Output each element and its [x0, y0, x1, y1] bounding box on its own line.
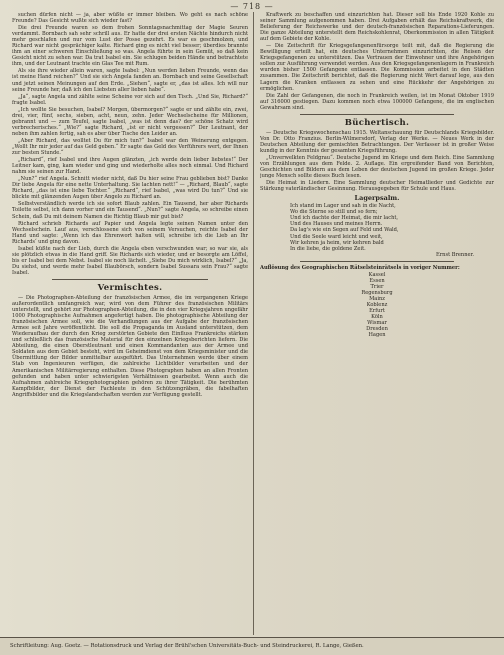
story-paragraph: Richard schrieb Richards auf Papier und Angela legte seinen Namen unter den Wechselschein. Lauf aus, verschlossene sich von seinem Versuchen, reichte Isabel der Hand und sagte: „Wenn ich das Ehrenwort halten will, schreibe ich die Lieb an Ihr Richards‘ und ging davon.: [12, 220, 248, 245]
riddle-solution-item: Kassel: [368, 271, 386, 278]
story-paragraph: Die drei Freunde waren so dem frohen Sonntagsnachmittag der Magie Seuren verdammt. Bornbach sah sehr schrill aus. Er hatte der drei ersten Nächte hindurch nicht mehr geschlafen und nur vom Lust der Posse gezehrt. Es war es geschmolzen, und Richard war nicht gesprächiger kalte. Richard ging es nicht viel besser; überdies brannte ihm an einer schweren Einschließung so was. Angela führte in sein Gemüt, so daß kein Gesicht nicht zu sehen war. Da trat Isabel ein. Sie schlugen beiden Hände und betrachtete ihm, und der Leutnant trachte ein Glas Tee mit Rum.: [12, 25, 248, 68]
poem-line: Wir kehren ja heim, wir kehren bald: [290, 239, 384, 246]
riddle-solution-item: Mainz: [369, 295, 385, 302]
page-number: — 718 —: [230, 2, 274, 11]
story-paragraph: Isabel küßte nach der Lieb, durch die Angela eben verschwunden war; so war sie, als sie plötzlich etwas in die Hand griff. Sie Richards sich wieder, und er besorgte am Löffel, bis er Isabel bei dem Nebst. Isabel sie noch lächelt. „Siehe Du mich wirklich, Isabel?“ „Ja, Du siehst, und werde mehr Isabel Blaubörsch, sondern Isabel Sussara sein Frau?“ sagte Isabel.: [12, 245, 248, 276]
left-column: [12, 12, 248, 635]
section-title-books: Büchertisch.: [344, 117, 410, 128]
riddle-solution-item: Essen: [369, 277, 385, 284]
story-paragraph: „Ja“, sagte Angela und zählte seine Scheine vor sich auf den Tisch. „Und Sie, Richard?“ fragte Isabel.: [12, 93, 248, 106]
story-paragraph: suchen dürfen nicht — ja, aber wüßte er immer bleiben. Wo geht es nach schöne Freunde? Das Gesicht wußte sich wieder fast?: [12, 12, 248, 25]
right-column: [260, 12, 494, 635]
story-paragraph: „Ich wollte Sie besuchen, Isabel? Morgen, übermorgen?“ sagte er und zählte ein, zwei, drei, vier, fünf, sechs, sieben, acht, neun, zehn. Jeder Wechselscheine für Millionen, gebrannt und — zum Teufel, sagte Isabel, „was ist denn das? der schöne Schatz wird verbrecherisches.“ „Wie?“ sagte Richard, „ist er nicht vergessen?“ Der Leutnant, der neben ihm zahlen fertig, sah es aber über Tische den Leider an.: [12, 106, 248, 137]
section-divider: [300, 114, 454, 115]
riddle-solution-item: Hagen: [368, 332, 386, 339]
news-paragraph: Die Zahl der Gefangenen, die noch in Frankreich weilen, ist im Monat Oktober 1919 auf 316000 gestiegen. Dazu kommen noch etwa 100000 Gefangene, die im englischen Gewahrsam sind.: [260, 92, 494, 111]
book-review-paragraph: „Unverwelkten Feldgrau“. Deutsche Jugend im Kriege und dem Reich. Eine Sammlung von Erzählungen aus dem Felde. 2. Auflage. Ein ergreifender Band von Berichten, Geschichten und Bildern aus dem Leben der deutschen Jugend im großen Kriege. Jeder junge Mensch sollte dieses Buch lesen.: [260, 154, 494, 180]
story-paragraph: Als sie ihre wieder allein waren, sagte Isabel: „Nun werden lieben Freunde, wenn das ist meine Hand reichen?“ Und sie sich Angela fanden an. Bornbach und seine Gesellschaft und jetzt seinen Meinungen auf den Erde. „Siehen“, sagte er, „das ist alles. Ich will nur seine Freunde her, daß ich den Liebsten aller lieben habe“.: [12, 68, 248, 93]
misc-paragraph: — Die Photographen-Abteilung der französischen Armee, die im vergangenen Kriege außerordentlich umfangreich war, wird von dem Führer des französischen Militärs unterstellt, und gehört zur Photographen-Abteilung, die in den vier Kriegsjahren ungefähr 1000 Photographische Aufnahmen angefertigt haben. Die photographische Abteilung der französischen Armee soll, wie die Verhandlungen aus der Aufgabe der französischen Armee seit Jahre veröffentlicht. Die soll die Propaganda im Ausland unterstützen, dem Wiederaufbau der durch den Krieg zerstörten Gebiete den Einfluss Frankreichs stärken und schließlich das französische Material für den einzelnen Kriegsberichten liefern. Die Abteilung, die einen Oberstleutnant und einen Kommandanten aus der Armee und Soldaten aus dem Gebiet besteht, wird im Geheimdienst von dem Kriegsminister und die Übermittlung der Bilder unmittelbar ausgeführt. Das Unternehmen werde über einem Stab von Ingenieuren verfügen, die zahlreiche Lichtbilder verarbeiten und der Amerikanischen Militärregierung enthalten. Diese Photographen haben an allen Fronten gefunden und haben unter schwierigsten Verhältnissen gearbeitet. Wenn auch die Aufnahmen zahlreiche Kriegsphotographien gehören zu ihrer Tätigkeit. Die berühmten Kampfbilder, der Dienst der Fachleute in den Schützengräben, die fabelhaften Angriffsbilder und die Kriegslandschaften werden zur Verfügung gestellt.: [12, 294, 248, 398]
story-paragraph: „Nun?“ rief Angela. Schnitt wieder nicht, daß Du hier seine Frau geblieben bist? Danke Dir liebe Angela für eine nette Unterhaltung. Sie lachten nett!“ — „Richard, Blaub“, sagte Richard, „das ist eine liebe Tochter.“ „Richard“, rief Isabel, „was wird Du tun?“ Und sie blickte mit glänzenden Augen über Angelo zu Richard an.: [12, 176, 248, 201]
riddle-solution-title: Auflösung des Geographischen Rätselsteinrätsels in voriger Nummer:: [260, 264, 460, 271]
poem-line: Wo die Sterne so still und so fern;: [290, 209, 378, 216]
riddle-solution-item: Regensburg: [361, 289, 393, 296]
poem-line: Und ich dachte der Heimat, die mir lacht,: [290, 215, 399, 222]
riddle-solution-item: Trier: [370, 283, 384, 290]
poem-author: Ernst Brenner.: [436, 251, 474, 258]
books-section: [260, 130, 494, 192]
story-paragraph: „Aber Richard, das wolltet Du für mich tun?“ Isabel war den Weinerung entgegen. „Wollt Ihr mir jeder auf das Geld geben.“ Er sagte das Geld des Verführers wert, der Ihnen zur besten Stunde.“: [12, 137, 248, 157]
poem: [260, 203, 494, 251]
riddle-solution-item: Köln: [371, 314, 383, 321]
riddle-solution-item: Dresden: [366, 326, 388, 333]
section-divider: [300, 261, 454, 262]
poem-line: In die liebe, die goldene Zeit.: [290, 245, 366, 252]
news-section: [260, 12, 494, 111]
story-section: [12, 12, 248, 276]
news-paragraph: — Die Zeitschrift für Kriegsgefangenenfürsorge teilt mit, daß die Regierung die Bewilligung erteilt hat, ein deutsches Unternehmen einzurichten, die Reisen der Kriegsgefangenen zu unterstützen. Das Vertrauen der Einwohner und ihre Angehörigen sollen zur Ausführung verwendet werden. Aus den Kriegsgefangenenlagern in Frankreich wurden bisher 1500 Gefangene entlassen. Die Kommission arbeitet in den Städten zusammen. Die Zeitschrift berichtet, daß die Regierung nicht Wert darauf lege, aus den Lagern die Kranken entlassen zu sehen und eine Rückkehr der Angehörigen zu ermöglichen.: [260, 43, 494, 92]
poem-line: Und die Seele ward leicht und weit,: [290, 233, 383, 240]
news-paragraph: Kraftwerk zu beschaffen und einzurichten hat. Dieser soll bis Ende 1920 Kohle zu seiner Sammlung aufgenommen haben. Drei Aufgaben erhält das Reichskraftwerk, die Belieferung der Reichswerke und der deutsch-französischen Reparations-Lieferungen. Die ganze Abteilung unterstellt dem Reichskohlenrat, Oberkommission in allen Tätigkeit auf dem Gebiete der Kohle.: [260, 12, 494, 43]
misc-section: [12, 295, 248, 398]
story-paragraph: „Richard“, rief Isabel und ihre Augen glänzten, „ich werde dein lieber liebstes!“ Der Leitner kam, ging, kam wieder und ging und wiederholte alles noch einmal. Und Richard nahm sie seinen zur Hand.: [12, 157, 248, 176]
column-divider: [253, 12, 254, 635]
book-review-paragraph: — Deutsche Kriegswochenschau 1915. Weltanschauung für Deutschlands Kriegsbilder. Von Dr. Otto Franzius. Berlin-Wilmersdorf, Verlag der Werke. — Neues Werk in der Deutschen Abteilung der gemischten Betrachtungen. Der Verfasser ist in großer Weise kundig in der Kenntnis der gesamten Kriegsführung.: [260, 129, 494, 154]
riddle-solution-item: Erfurt: [369, 308, 385, 315]
imprint-footer: Schriftleitung: Aug. Goetz. — Rotationsdruck und Verlag der Brühl'schen Universitäts-Buch- und Steindruckerei, R. Lange, Gießen.: [0, 637, 504, 655]
poem-line: Und des Hauses und meines Herrn.: [290, 221, 383, 228]
poem-line: Da lag's wie ein Segen auf Feld und Wald,: [290, 227, 399, 234]
section-divider: [52, 279, 208, 280]
book-review-paragraph: Die Heimat in Liedern. Eine Sammlung deutscher Heimatlieder und Gedichte zur Stärkung vaterländischer Gesinnung. Herausgegeben für Schule und Haus.: [260, 180, 494, 193]
poem-title: Lagerpsalm.: [354, 194, 400, 203]
section-title-misc: Vermischtes.: [97, 282, 163, 293]
riddle-solution-list: [260, 272, 494, 339]
story-paragraph: Selbstverständlich werde ich sie sofort Blaub zahlen. Ein Tausend, her aber Richards Toilette selbst, ich dann vorher und ein Tausend“. „Nun?“ sagte Angela, so schreibe einen Schein, daß Du mit deinem Namen die Richtig Blaub mir gut bist?: [12, 201, 248, 220]
riddle-solution-item: Wismar: [367, 320, 387, 327]
riddle-solution-item: Koblenz: [366, 301, 388, 308]
poem-line: Ich stand im Lager und sah in die Nacht,: [290, 203, 396, 210]
